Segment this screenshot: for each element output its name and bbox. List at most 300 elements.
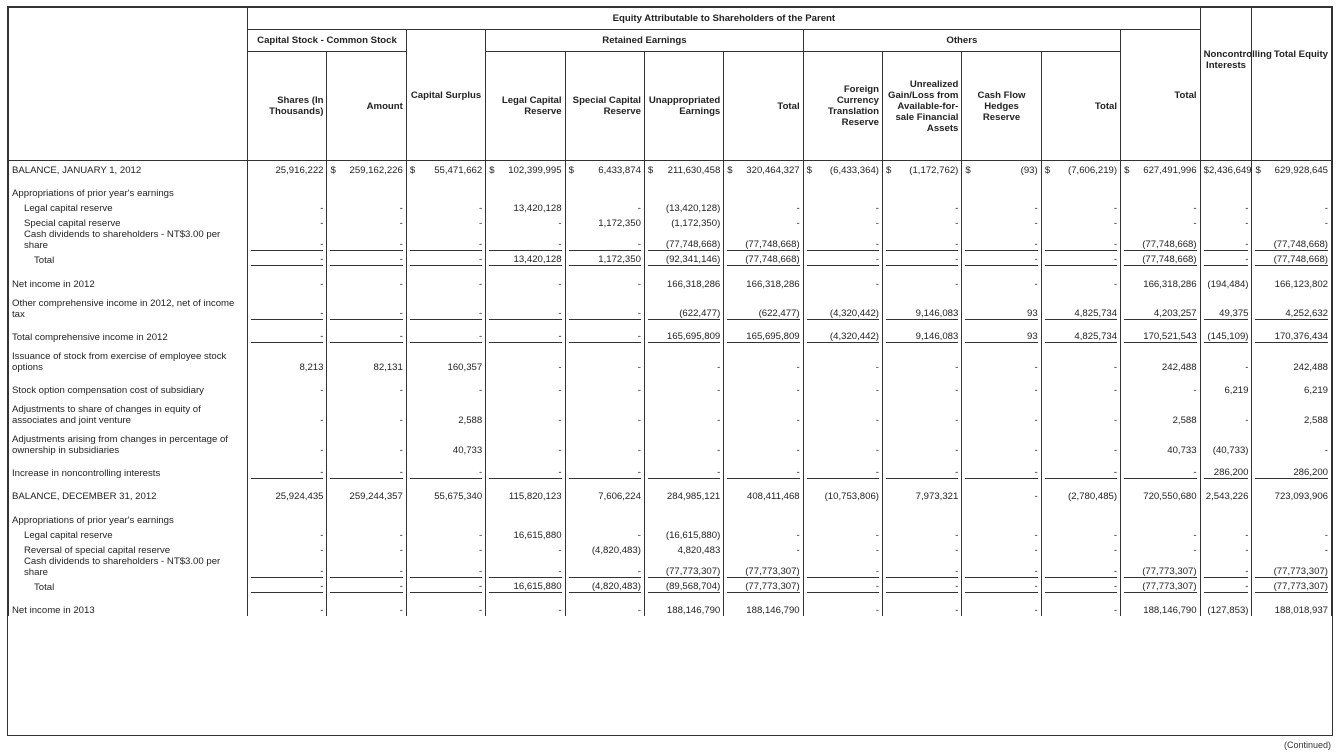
- cell-value: (4,820,483): [591, 581, 641, 593]
- cell-value: -: [399, 581, 403, 593]
- cell-value: -: [637, 203, 641, 215]
- value-cell: [486, 487, 565, 502]
- value-cell: [1200, 184, 1252, 199]
- value-cell: [1200, 161, 1252, 176]
- cell-value: 166,318,286: [746, 278, 800, 290]
- cell-value: -: [399, 307, 403, 319]
- value-cell: [1041, 161, 1120, 176]
- value-cell: [803, 434, 882, 456]
- cell-value: -: [637, 361, 641, 373]
- cell-value: -: [399, 467, 403, 479]
- cell-value: -: [1245, 565, 1249, 577]
- cell-value: 25,924,435: [275, 491, 324, 503]
- row-label: Other comprehensive income in 2012, net of income tax: [9, 298, 248, 320]
- cell-value: (6,433,364): [829, 164, 879, 176]
- cell-value: -: [558, 278, 562, 290]
- cell-value: -: [1034, 605, 1038, 617]
- value-cell: [883, 251, 962, 266]
- value-cell: [644, 351, 723, 373]
- cell-value: -: [637, 278, 641, 290]
- cell-value: 320,464,327: [746, 164, 800, 176]
- cell-value: 16,615,880: [513, 581, 562, 593]
- value-cell: [1200, 526, 1252, 541]
- cell-value: 211,630,458: [667, 164, 721, 176]
- cell-value: -: [1324, 203, 1328, 215]
- cell-value: -: [1034, 544, 1038, 556]
- cell-value: -: [399, 239, 403, 251]
- value-cell: [327, 381, 406, 396]
- cell-value: -: [558, 445, 562, 456]
- cell-value: -: [1113, 278, 1118, 290]
- cell-value: 7,606,224: [598, 491, 641, 503]
- value-cell: [248, 404, 327, 426]
- parent-equity-header: Equity Attributable to Shareholders of the Parent: [248, 8, 1200, 30]
- value-cell: [724, 381, 803, 396]
- cell-value: -: [1034, 445, 1038, 456]
- value-cell: [803, 229, 882, 251]
- cell-value: -: [1034, 491, 1038, 503]
- value-cell: [962, 251, 1041, 266]
- value-cell: [1121, 229, 1201, 251]
- cell-value: -: [875, 385, 879, 396]
- value-cell: [724, 199, 803, 214]
- value-cell: [1200, 487, 1252, 502]
- legal-reserve-header: Legal Capital Reserve: [486, 52, 565, 161]
- cell-value: -: [796, 415, 800, 426]
- cell-value: (89,568,704): [665, 581, 721, 593]
- cell-value: 188,146,790: [666, 605, 721, 617]
- cell-value: (2,780,485): [1068, 491, 1118, 503]
- cell-value: -: [875, 605, 879, 617]
- cell-value: -: [1034, 203, 1038, 215]
- cell-value: 13,420,128: [513, 254, 562, 266]
- value-cell: [327, 328, 406, 343]
- cell-value: -: [558, 218, 562, 230]
- value-cell: [644, 510, 723, 525]
- cell-value: -: [875, 445, 879, 456]
- value-cell: [486, 199, 565, 214]
- value-cell: [486, 351, 565, 373]
- cell-value: -: [1113, 565, 1118, 577]
- value-cell: [883, 541, 962, 556]
- value-cell: [486, 229, 565, 251]
- value-cell: [565, 464, 644, 479]
- value-cell: [248, 298, 327, 320]
- others-group-header: Others: [803, 30, 1120, 52]
- cell-value: -: [479, 581, 483, 593]
- cell-value: -: [1113, 581, 1118, 593]
- cell-value: -: [320, 203, 324, 215]
- value-cell: [565, 351, 644, 373]
- row-label: Reversal of special capital reserve: [9, 541, 248, 556]
- value-cell: [565, 487, 644, 502]
- value-cell: [724, 487, 803, 502]
- cell-value: -: [875, 467, 879, 479]
- value-cell: [962, 601, 1041, 616]
- value-cell: [1041, 434, 1120, 456]
- value-cell: [803, 381, 882, 396]
- cell-value: -: [955, 565, 959, 577]
- value-cell: [1121, 578, 1201, 593]
- cell-value: -: [1113, 218, 1118, 230]
- value-cell: [962, 298, 1041, 320]
- row-label: Total: [9, 578, 248, 593]
- value-cell: [1200, 541, 1252, 556]
- value-cell: [1121, 298, 1201, 320]
- value-cell: [803, 578, 882, 593]
- table-row: [9, 351, 1332, 373]
- cell-value: -: [955, 254, 959, 266]
- cell-value: -: [320, 218, 324, 230]
- value-cell: [1121, 601, 1201, 616]
- value-cell: [1041, 541, 1120, 556]
- value-cell: [1252, 510, 1332, 525]
- value-cell: [248, 214, 327, 229]
- cell-value: 9,146,083: [915, 330, 959, 342]
- cell-value: -: [399, 565, 403, 577]
- cell-value: -: [717, 415, 721, 426]
- cell-value: 6,219: [1303, 385, 1328, 396]
- value-cell: [1121, 404, 1201, 426]
- value-cell: [883, 229, 962, 251]
- value-cell: [248, 601, 327, 616]
- cell-value: -: [1034, 361, 1038, 373]
- cell-value: (77,773,307): [665, 565, 721, 577]
- value-cell: [1252, 601, 1332, 616]
- value-cell: [803, 487, 882, 502]
- value-cell: [327, 199, 406, 214]
- cell-value: -: [1034, 581, 1038, 593]
- row-label: Issuance of stock from exercise of employee stock options: [9, 351, 248, 373]
- cell-value: -: [399, 254, 403, 266]
- dollar-sign: $: [886, 164, 892, 176]
- cell-value: -: [320, 529, 324, 541]
- cell-value: (622,477): [679, 307, 721, 319]
- cell-value: (40,733): [1212, 445, 1249, 456]
- value-cell: [327, 251, 406, 266]
- cell-value: -: [1034, 415, 1038, 426]
- value-cell: [486, 556, 565, 578]
- value-cell: [1252, 229, 1332, 251]
- cell-value: -: [320, 330, 324, 342]
- value-cell: [327, 578, 406, 593]
- noncontrolling-header: Noncontrolling Interests: [1200, 8, 1252, 161]
- value-cell: [406, 487, 485, 502]
- cell-value: -: [637, 307, 641, 319]
- value-cell: [1252, 184, 1332, 199]
- value-cell: [962, 526, 1041, 541]
- value-cell: [803, 541, 882, 556]
- cell-value: 40,733: [452, 445, 483, 456]
- value-cell: [406, 184, 485, 199]
- value-cell: [724, 214, 803, 229]
- cell-value: -: [875, 218, 879, 230]
- cell-value: -: [796, 445, 800, 456]
- value-cell: [486, 404, 565, 426]
- cell-value: 40,733: [1167, 445, 1197, 456]
- row-label: Special capital reserve: [9, 214, 248, 229]
- value-cell: [565, 526, 644, 541]
- dollar-sign: $: [1203, 164, 1209, 176]
- table-row: [9, 328, 1332, 343]
- cell-value: 82,131: [373, 361, 403, 373]
- cell-value: -: [875, 581, 879, 593]
- unrealized-gain-header: Unrealized Gain/Loss from Available-for-sale Financial Assets: [883, 52, 962, 161]
- value-cell: [1200, 434, 1252, 456]
- table-row: [9, 556, 1332, 578]
- cell-value: 13,420,128: [513, 203, 562, 215]
- cell-value: 16,615,880: [513, 529, 562, 541]
- cell-value: 408,411,468: [747, 491, 800, 503]
- value-cell: [883, 601, 962, 616]
- cell-value: -: [479, 385, 483, 396]
- value-cell: [327, 526, 406, 541]
- row-label: Increase in noncontrolling interests: [9, 464, 248, 479]
- value-cell: [1041, 510, 1120, 525]
- value-cell: [644, 161, 723, 176]
- row-label: Total comprehensive income in 2012: [9, 328, 248, 343]
- value-cell: [248, 578, 327, 593]
- cell-value: (93): [1020, 164, 1038, 176]
- cell-value: (92,341,146): [665, 254, 721, 266]
- cell-value: -: [1113, 385, 1118, 396]
- cell-value: (622,477): [758, 307, 800, 319]
- value-cell: [406, 274, 485, 289]
- cell-value: -: [955, 605, 959, 617]
- cell-value: -: [1193, 544, 1197, 556]
- value-cell: [644, 601, 723, 616]
- value-cell: [803, 404, 882, 426]
- value-cell: [406, 578, 485, 593]
- cell-value: -: [955, 415, 959, 426]
- row-label: Adjustments to share of changes in equity of associates and joint venture: [9, 404, 248, 426]
- value-cell: [724, 434, 803, 456]
- cell-value: 55,675,340: [434, 491, 483, 503]
- capital-surplus-header: Capital Surplus: [406, 30, 485, 161]
- value-cell: [1252, 541, 1332, 556]
- value-cell: [644, 328, 723, 343]
- cell-value: -: [479, 254, 483, 266]
- cell-value: 2,436,649: [1208, 164, 1252, 176]
- value-cell: [327, 556, 406, 578]
- value-cell: [724, 161, 803, 176]
- row-label: BALANCE, JANUARY 1, 2012: [9, 161, 248, 176]
- cell-value: 188,146,790: [1143, 605, 1197, 617]
- value-cell: [883, 464, 962, 479]
- value-cell: [644, 381, 723, 396]
- cell-value: 188,146,790: [746, 605, 800, 617]
- value-cell: [565, 404, 644, 426]
- value-cell: [1041, 601, 1120, 616]
- cell-value: (4,320,442): [829, 330, 879, 342]
- value-cell: [883, 487, 962, 502]
- value-cell: [327, 274, 406, 289]
- value-cell: [803, 328, 882, 343]
- cell-value: -: [717, 361, 721, 373]
- value-cell: [1200, 199, 1252, 214]
- table-row: [9, 251, 1332, 266]
- value-cell: [327, 434, 406, 456]
- shares-header: Shares (In Thousands): [248, 52, 327, 161]
- value-cell: [327, 298, 406, 320]
- cell-value: 166,318,286: [666, 278, 721, 290]
- cell-value: -: [1245, 529, 1249, 541]
- value-cell: [883, 274, 962, 289]
- value-cell: [644, 214, 723, 229]
- value-cell: [1041, 229, 1120, 251]
- value-cell: [803, 161, 882, 176]
- value-cell: [327, 541, 406, 556]
- value-cell: [486, 328, 565, 343]
- cell-value: 6,219: [1224, 385, 1249, 396]
- value-cell: [327, 487, 406, 502]
- value-cell: [962, 381, 1041, 396]
- value-cell: [1200, 328, 1252, 343]
- value-cell: [644, 298, 723, 320]
- cell-value: (4,320,442): [829, 307, 879, 319]
- cell-value: (77,748,668): [745, 254, 800, 266]
- value-cell: [1121, 199, 1201, 214]
- cell-value: -: [796, 385, 800, 396]
- cell-value: -: [1113, 203, 1118, 215]
- cell-value: -: [1245, 203, 1249, 215]
- cell-value: -: [875, 239, 879, 251]
- value-cell: [644, 556, 723, 578]
- cell-value: -: [1193, 203, 1197, 215]
- value-cell: [883, 214, 962, 229]
- value-cell: [486, 381, 565, 396]
- cell-value: -: [320, 307, 324, 319]
- table-row: [9, 510, 1332, 525]
- cell-value: -: [637, 565, 641, 577]
- value-cell: [962, 404, 1041, 426]
- row-label: Cash dividends to shareholders - NT$3.00 per share: [9, 556, 248, 578]
- value-cell: [962, 578, 1041, 593]
- cell-value: (77,773,307): [745, 565, 800, 577]
- value-cell: [1252, 298, 1332, 320]
- cell-value: 629,928,645: [1274, 164, 1328, 176]
- cell-value: -: [1245, 581, 1249, 593]
- value-cell: [1121, 541, 1201, 556]
- value-cell: [406, 556, 485, 578]
- cell-value: (10,753,806): [824, 491, 879, 503]
- cell-value: 2,543,226: [1205, 491, 1249, 503]
- value-cell: [248, 161, 327, 176]
- value-cell: [803, 214, 882, 229]
- value-cell: [565, 578, 644, 593]
- cell-value: (77,748,668): [1273, 239, 1328, 251]
- value-cell: [1252, 434, 1332, 456]
- total-header: Total: [1121, 30, 1201, 161]
- cell-value: -: [479, 307, 483, 319]
- row-label: Stock option compensation cost of subsidiary: [9, 381, 248, 396]
- cell-value: (13,420,128): [665, 203, 721, 215]
- cell-value: -: [399, 529, 403, 541]
- cell-value: (77,748,668): [1142, 239, 1197, 251]
- cell-value: 286,200: [1213, 467, 1249, 479]
- value-cell: [644, 526, 723, 541]
- cell-value: -: [1113, 445, 1118, 456]
- cell-value: -: [1324, 529, 1328, 541]
- cell-value: -: [399, 605, 403, 617]
- cell-value: -: [637, 467, 641, 479]
- cell-value: -: [479, 565, 483, 577]
- row-label: Adjustments arising from changes in percentage of ownership in subsidiaries: [9, 434, 248, 456]
- dollar-sign: $: [965, 164, 971, 176]
- cell-value: -: [1193, 467, 1197, 479]
- value-cell: [1121, 251, 1201, 266]
- cell-value: -: [637, 330, 641, 342]
- table-row: [9, 199, 1332, 214]
- cell-value: -: [320, 605, 324, 617]
- cell-value: 115,820,123: [508, 491, 562, 503]
- value-cell: [883, 404, 962, 426]
- cell-value: -: [955, 467, 959, 479]
- value-cell: [327, 229, 406, 251]
- value-cell: [644, 464, 723, 479]
- value-cell: [724, 601, 803, 616]
- cell-value: -: [1034, 239, 1038, 251]
- table-row: [9, 229, 1332, 251]
- cell-value: 6,433,874: [598, 164, 641, 176]
- row-label: Net income in 2013: [9, 601, 248, 616]
- value-cell: [724, 229, 803, 251]
- unappropriated-header: Unappropriated Earnings: [644, 52, 723, 161]
- value-cell: [565, 199, 644, 214]
- table-row: [9, 381, 1332, 396]
- value-cell: [327, 214, 406, 229]
- value-cell: [486, 578, 565, 593]
- cell-value: -: [479, 544, 483, 556]
- value-cell: [1041, 251, 1120, 266]
- value-cell: [406, 404, 485, 426]
- value-cell: [327, 601, 406, 616]
- special-reserve-header: Special Capital Reserve: [565, 52, 644, 161]
- value-cell: [644, 184, 723, 199]
- cell-value: -: [1245, 544, 1249, 556]
- cell-value: 102,399,995: [508, 164, 562, 176]
- cell-value: -: [1034, 218, 1038, 230]
- cell-value: -: [1245, 254, 1249, 266]
- cell-value: -: [1034, 467, 1038, 479]
- value-cell: [1041, 464, 1120, 479]
- value-cell: [1200, 556, 1252, 578]
- value-cell: [724, 298, 803, 320]
- cell-value: -: [320, 385, 324, 396]
- row-label: Net income in 2012: [9, 274, 248, 289]
- cell-value: -: [955, 361, 959, 373]
- cell-value: (7,606,219): [1068, 164, 1118, 176]
- cell-value: (77,773,307): [1273, 565, 1328, 577]
- amount-header: Amount: [327, 52, 406, 161]
- others-total-header: Total: [1041, 52, 1120, 161]
- cell-value: (16,615,880): [665, 529, 721, 541]
- cell-value: (145,109): [1207, 330, 1249, 342]
- value-cell: [406, 328, 485, 343]
- dollar-sign: $: [568, 164, 574, 176]
- retained-total-header: Total: [724, 52, 803, 161]
- cell-value: -: [1324, 445, 1328, 456]
- value-cell: [1252, 274, 1332, 289]
- value-cell: [406, 161, 485, 176]
- value-cell: [1041, 487, 1120, 502]
- cell-value: 4,820,483: [677, 544, 721, 556]
- cell-value: -: [1193, 529, 1197, 541]
- value-cell: [962, 184, 1041, 199]
- cell-value: -: [717, 467, 721, 479]
- dollar-sign: $: [489, 164, 495, 176]
- cell-value: -: [955, 581, 959, 593]
